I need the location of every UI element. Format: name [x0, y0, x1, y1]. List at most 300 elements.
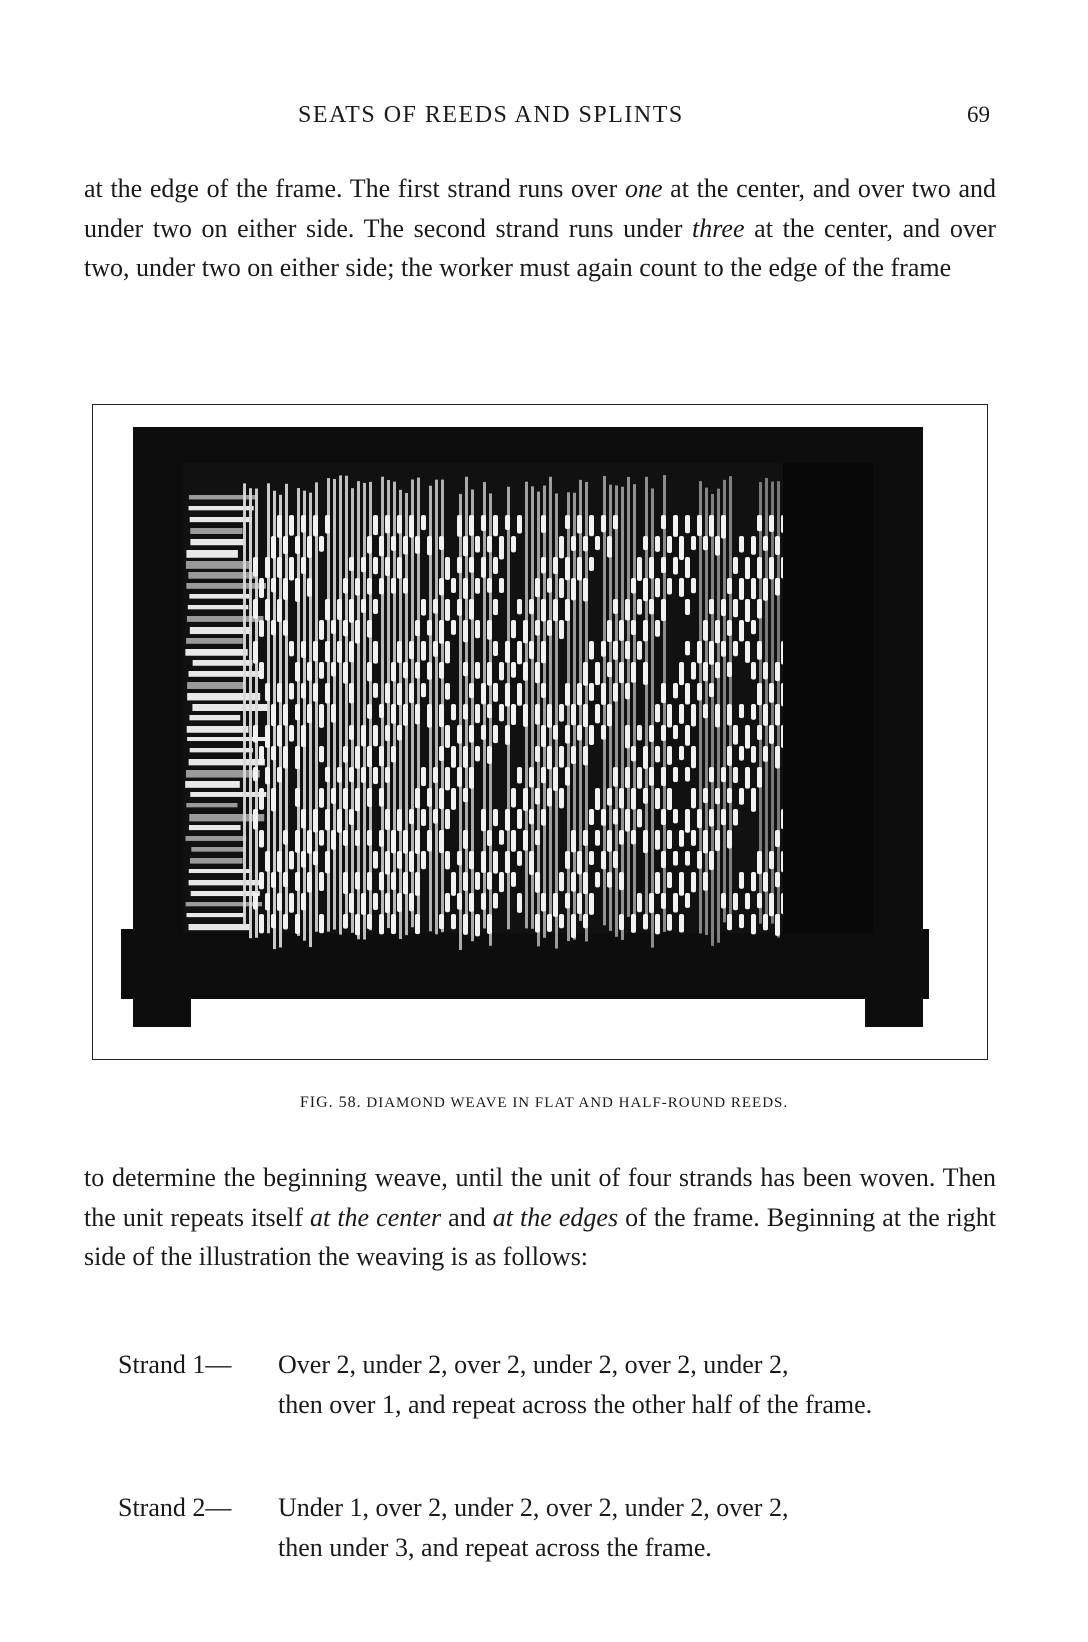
weave-segment — [493, 893, 498, 908]
weave-segment — [685, 683, 690, 705]
weave-segment — [475, 746, 480, 761]
weave-segment — [343, 788, 348, 809]
weave-segment — [367, 746, 372, 767]
weave-segment — [379, 536, 384, 556]
weave-segment — [265, 683, 270, 701]
weave-segment — [415, 620, 420, 636]
weave-segment — [373, 515, 378, 535]
weave-segment — [259, 662, 264, 679]
weave-segment — [661, 809, 666, 825]
weave-segment — [697, 515, 702, 536]
weave-segment — [397, 893, 402, 912]
weave-segment — [493, 683, 498, 702]
weave-segment — [661, 515, 666, 529]
weave-segment — [409, 851, 414, 872]
weave-segment — [553, 557, 558, 574]
weave-segment — [511, 536, 516, 552]
weave-segment — [391, 536, 396, 551]
weave-segment — [325, 809, 330, 830]
weave-segment — [457, 851, 462, 865]
weave-segment — [415, 872, 420, 896]
weave-segment — [277, 599, 282, 622]
weave-segment — [517, 641, 522, 664]
weave-segment — [559, 620, 564, 639]
weave-segment — [619, 872, 624, 890]
weave-segment — [553, 599, 558, 621]
weave-segment — [349, 725, 354, 740]
weave-segment — [385, 725, 390, 741]
weave-segment — [655, 872, 660, 894]
weave-segment — [301, 893, 306, 910]
weave-segment — [307, 704, 312, 723]
weave-segment — [265, 557, 270, 578]
weave-segment — [421, 767, 426, 786]
weave-segment — [487, 830, 492, 846]
weave-segment — [565, 557, 570, 580]
weave-segment — [319, 914, 324, 933]
weave-segment — [481, 893, 486, 910]
weave-segment — [367, 620, 372, 638]
edge-wrap — [186, 836, 247, 841]
weave-segment — [631, 746, 636, 761]
weave-segment — [559, 578, 564, 598]
weave-segment — [475, 662, 480, 679]
weave-segment — [379, 872, 384, 890]
weave-segment — [565, 683, 570, 706]
paragraph-bottom — [84, 1158, 996, 1277]
warp-reed — [621, 487, 624, 940]
weave-segment — [295, 704, 300, 720]
weave-segment — [379, 704, 384, 718]
weave-segment — [271, 704, 276, 726]
weave-segment — [715, 788, 720, 804]
weave-segment — [355, 578, 360, 596]
emphasis-three: three — [692, 213, 745, 243]
weave-segment — [397, 515, 402, 534]
weave-segment — [379, 788, 384, 807]
weave-segment — [565, 851, 570, 869]
weave-segment — [571, 578, 576, 600]
weave-segment — [325, 515, 330, 534]
weave-segment — [427, 830, 432, 851]
weave-segment — [673, 683, 678, 698]
weave-segment — [391, 662, 396, 681]
weave-segment — [529, 767, 534, 787]
weave-segment — [655, 578, 660, 597]
weave-segment — [463, 620, 468, 642]
weave-segment — [313, 809, 318, 832]
weave-segment — [649, 893, 654, 913]
weave-segment — [673, 557, 678, 574]
weave-segment — [691, 746, 696, 768]
weave-segment — [775, 830, 780, 847]
weave-segment — [595, 788, 600, 810]
weave-segment — [571, 536, 576, 551]
weave-segment — [271, 620, 276, 635]
weave-segment — [295, 536, 300, 554]
weave-segment — [751, 536, 756, 555]
weave-segment — [661, 851, 666, 868]
weave-segment — [547, 620, 552, 636]
weave-segment — [319, 746, 324, 762]
weave-segment — [739, 536, 744, 553]
edge-wrap — [185, 649, 247, 656]
strand-2-label: Strand 2— — [118, 1493, 232, 1522]
weave-segment — [703, 830, 708, 853]
weave-segment — [457, 515, 462, 537]
weave-segment — [565, 725, 570, 744]
weave-segment — [319, 830, 324, 846]
weave-segment — [421, 809, 426, 826]
weave-segment — [535, 620, 540, 636]
weave-segment — [691, 578, 696, 593]
weave-segment — [643, 578, 648, 601]
weave-segment — [493, 725, 498, 743]
warp-reed — [339, 475, 342, 934]
weave-segment — [625, 767, 630, 788]
weave-segment — [481, 809, 486, 831]
weave-segment — [325, 683, 330, 704]
weave-segment — [475, 578, 480, 594]
weave-segment — [583, 746, 588, 765]
weave-segment — [427, 704, 432, 728]
weave-segment — [625, 809, 630, 832]
frame-top-rail — [133, 427, 923, 467]
weave-segment — [715, 662, 720, 678]
paragraph-bottom-part-1: to determine the beginning weave, until the unit of four strands has been woven. Then the unit repeats itself — [84, 1163, 996, 1232]
weave-segment — [361, 893, 366, 915]
weave-segment — [613, 641, 618, 660]
weave-segment — [373, 725, 378, 746]
weave-segment — [277, 683, 282, 702]
weave-segment — [307, 578, 312, 597]
weave-segment — [751, 578, 756, 599]
weave-segment — [559, 914, 564, 928]
weave-segment — [283, 914, 288, 930]
weave-segment — [589, 725, 594, 745]
weave-segment — [661, 767, 666, 786]
weave-segment — [697, 641, 702, 663]
weave-segment — [475, 620, 480, 638]
weave-segment — [511, 830, 516, 852]
weave-segment — [583, 662, 588, 686]
weave-segment — [433, 641, 438, 657]
weave-segment — [499, 662, 504, 680]
weave-segment — [277, 893, 282, 911]
weave-segment — [565, 515, 570, 529]
edge-wrap — [189, 814, 264, 821]
weave-segment — [403, 830, 408, 854]
strand-1-continuation: then over 1, and repeat across the other half of the frame. — [278, 1390, 873, 1419]
weave-segment — [391, 746, 396, 762]
weave-segment — [703, 662, 708, 681]
weave-segment — [415, 830, 420, 854]
weave-segment — [673, 515, 678, 537]
weave-segment — [421, 515, 426, 530]
weave-segment — [517, 809, 522, 829]
weave-segment — [475, 536, 480, 552]
weave-segment — [295, 872, 300, 891]
weave-segment — [763, 578, 768, 601]
weave-segment — [595, 662, 600, 685]
weave-segment — [541, 767, 546, 783]
weave-segment — [535, 872, 540, 893]
weave-segment — [349, 683, 354, 703]
weave-segment — [439, 620, 444, 644]
weave-segment — [715, 830, 720, 851]
weave-segment — [757, 683, 762, 705]
weave-segment — [619, 830, 624, 845]
weave-segment — [313, 641, 318, 661]
weave-segment — [289, 641, 294, 656]
weave-segment — [631, 914, 636, 933]
weave-segment — [751, 872, 756, 891]
weave-segment — [667, 788, 672, 810]
weave-segment — [661, 599, 666, 621]
weave-segment — [721, 767, 726, 782]
weave-segment — [511, 788, 516, 807]
weave-segment — [499, 704, 504, 721]
weave-segment — [277, 515, 282, 538]
weave-segment — [373, 557, 378, 574]
weave-segment — [271, 788, 276, 811]
weave-segment — [601, 851, 606, 869]
warp-reed — [729, 476, 732, 921]
weave-segment — [775, 704, 780, 726]
weave-segment — [757, 641, 762, 660]
weave-segment — [727, 914, 732, 930]
weave-segment — [463, 788, 468, 802]
weave-segment — [661, 893, 666, 909]
weave-segment — [733, 557, 738, 574]
weave-segment — [391, 704, 396, 724]
weave-segment — [295, 914, 300, 934]
weave-segment — [523, 788, 528, 811]
weave-segment — [745, 557, 750, 579]
weave-segment — [343, 578, 348, 593]
weave-segment — [727, 704, 732, 726]
weave-segment — [361, 767, 366, 783]
weave-segment — [661, 557, 666, 573]
weave-segment — [745, 767, 750, 789]
weave-segment — [451, 872, 456, 896]
weave-segment — [499, 536, 504, 559]
weave-segment — [385, 893, 390, 913]
weave-segment — [331, 830, 336, 850]
weave-segment — [493, 515, 498, 536]
weave-segment — [739, 746, 744, 761]
weave-segment — [775, 578, 780, 596]
weave-segment — [385, 767, 390, 783]
weave-segment — [649, 557, 654, 579]
weave-segment — [625, 683, 630, 699]
weave-segment — [409, 893, 414, 911]
weave-segment — [505, 725, 510, 745]
weave-segment — [355, 788, 360, 811]
weave-segment — [349, 599, 354, 623]
weave-segment — [691, 704, 696, 726]
weave-segment — [499, 872, 504, 892]
weave-segment — [475, 872, 480, 890]
weave-segment — [637, 641, 642, 660]
weave-segment — [391, 830, 396, 853]
strand-2-continuation: then under 3, and repeat across the frame. — [278, 1533, 712, 1562]
weave-segment — [403, 872, 408, 894]
weave-segment — [259, 914, 264, 933]
weave-segment — [511, 872, 516, 887]
warp-reed — [711, 494, 714, 946]
weave-segment — [535, 578, 540, 597]
edge-wrap — [186, 770, 260, 778]
weave-segment — [553, 767, 558, 791]
weave-segment — [523, 704, 528, 727]
weave-segment — [463, 746, 468, 768]
weave-segment — [757, 599, 762, 619]
weave-segment — [541, 599, 546, 621]
weave-segment — [445, 641, 450, 663]
weave-segment — [709, 683, 714, 697]
weave-segment — [685, 641, 690, 655]
weave-segment — [751, 620, 756, 634]
warp-reed — [357, 481, 360, 939]
weave-segment — [271, 536, 276, 559]
paragraph-top-line-1b: at the — [662, 174, 729, 203]
weave-segment — [535, 662, 540, 683]
edge-wrap — [188, 605, 249, 609]
weave-segment — [361, 557, 366, 572]
edge-wrap — [186, 561, 249, 569]
weave-segment — [643, 746, 648, 769]
weave-segment — [397, 683, 402, 705]
weave-segment — [739, 872, 744, 889]
weave-segment — [703, 788, 708, 803]
weave-segment — [289, 557, 294, 580]
weave-segment — [487, 536, 492, 552]
weave-segment — [367, 788, 372, 807]
weave-segment — [757, 767, 762, 788]
weave-segment — [301, 809, 306, 829]
weave-segment — [571, 704, 576, 725]
weave-segment — [433, 809, 438, 824]
weave-segment — [505, 515, 510, 530]
weave-segment — [367, 704, 372, 719]
weave-segment — [379, 830, 384, 847]
weave-segment — [331, 788, 336, 804]
weave-segment — [769, 851, 774, 869]
weave-segment — [541, 809, 546, 826]
weave-segment — [319, 662, 324, 679]
paragraph-top-line-1a: at the edge of the frame. The first strand runs over — [84, 174, 625, 203]
weave-segment — [775, 536, 780, 555]
weave-segment — [517, 767, 522, 783]
weave-segment — [739, 788, 744, 805]
weave-segment — [373, 599, 378, 614]
weave-segment — [307, 662, 312, 681]
weave-segment — [769, 557, 774, 579]
weave-segment — [685, 557, 690, 578]
weave-segment — [529, 809, 534, 824]
weave-segment — [613, 851, 618, 868]
weave-segment — [325, 851, 330, 873]
edge-wrap — [190, 792, 266, 797]
weave-segment — [451, 704, 456, 720]
weave-segment — [445, 725, 450, 748]
edge-wrap — [190, 539, 245, 545]
weave-segment — [571, 914, 576, 938]
weave-segment — [283, 536, 288, 554]
weave-segment — [691, 788, 696, 808]
weave-segment — [469, 515, 474, 536]
weave-segment — [613, 515, 618, 529]
edge-wrap — [189, 924, 250, 930]
weave-segment — [319, 536, 324, 552]
weave-segment — [415, 662, 420, 678]
weave-segment — [655, 914, 660, 934]
weave-segment — [355, 872, 360, 890]
edge-wrap — [190, 528, 242, 534]
weave-segment — [589, 893, 594, 915]
weave-segment — [421, 641, 426, 661]
weave-segment — [283, 830, 288, 845]
paragraph-bottom-part-3: of the frame. Beginning at the right side of the illustration the weaving is as follows: — [84, 1202, 996, 1271]
weave-segment — [757, 557, 762, 579]
weave-segment — [463, 536, 468, 556]
figure-photo-frame — [92, 404, 988, 1060]
weave-segment — [571, 746, 576, 764]
weave-segment — [637, 893, 642, 912]
weave-segment — [715, 620, 720, 643]
weave-segment — [325, 767, 330, 782]
weave-segment — [253, 893, 258, 910]
weave-segment — [607, 536, 612, 557]
weave-segment — [517, 683, 522, 706]
weave-segment — [733, 599, 738, 617]
weave-segment — [685, 809, 690, 833]
weave-segment — [631, 662, 636, 683]
weave-segment — [445, 851, 450, 869]
weave-segment — [643, 662, 648, 685]
weave-segment — [709, 767, 714, 782]
edge-wrap — [186, 638, 243, 644]
weave-segment — [301, 641, 306, 658]
weave-segment — [421, 851, 426, 869]
weave-segment — [415, 788, 420, 808]
running-head — [0, 102, 1088, 142]
weave-segment — [625, 599, 630, 620]
warp-reed — [543, 486, 546, 938]
edge-wrap — [190, 517, 252, 522]
weave-segment — [673, 767, 678, 782]
weave-segment — [463, 578, 468, 599]
weave-segment — [547, 788, 552, 807]
weave-segment — [457, 557, 462, 573]
weave-segment — [595, 704, 600, 723]
weave-segment — [637, 557, 642, 581]
weave-segment — [613, 809, 618, 825]
weave-segment — [325, 641, 330, 662]
weave-segment — [745, 599, 750, 622]
weave-segment — [607, 704, 612, 726]
weave-segment — [685, 599, 690, 615]
weave-segment — [469, 599, 474, 620]
weave-segment — [259, 872, 264, 889]
weave-segment — [409, 641, 414, 659]
emphasis-at-the-center: at the center — [310, 1202, 442, 1232]
weave-segment — [391, 578, 396, 594]
weave-segment — [427, 536, 432, 555]
weave-segment — [505, 683, 510, 707]
weave-segment — [733, 809, 738, 825]
